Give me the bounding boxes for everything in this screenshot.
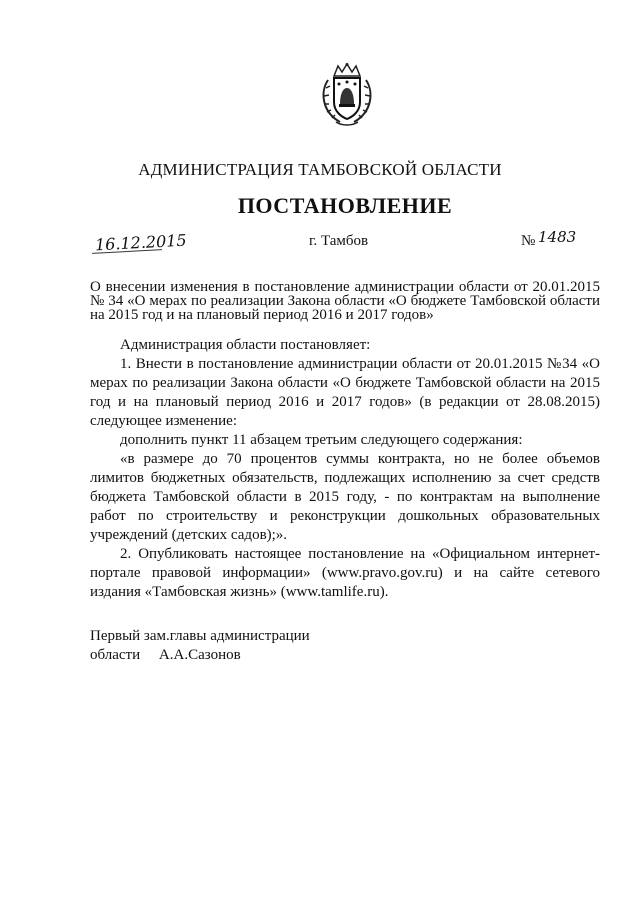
signature-name: А.А.Сазонов	[158, 647, 241, 663]
document-type-title: ПОСТАНОВЛЕНИЕ	[237, 193, 453, 218]
signature-position-line-2: области	[90, 647, 141, 663]
body-item-1-quote: «в размере до 70 процентов суммы контракта, но не более объемов лимитов бюджетных обязательств, подлежащих исполнению за счет средств бюджета Тамбовской области в 2015 году, - по контрактам на выполнение работ по строительству и реконструкции дошкольных образовательных учреждений (детских садов);».	[90, 451, 600, 543]
document-number-label: №	[521, 233, 536, 249]
signature-position-line-1: Первый зам.главы администрации	[90, 628, 310, 644]
signature-block	[90, 627, 310, 665]
signature-line-2	[90, 646, 310, 665]
document-date: 16.12.2015	[94, 230, 188, 255]
document-number: 1483	[538, 228, 577, 246]
body-item-1-detail: дополнить пункт 11 абзацем третьим следующего содержания:	[120, 432, 523, 448]
document-subject: О внесении изменения в постановление администрации области от 20.01.2015 № 34 «О мерах по реализации Закона области «О бюджете Тамбовской области на 2015 год и на плановый период 2016 и 2017 годов»	[90, 279, 600, 323]
coat-of-arms-icon	[318, 62, 376, 128]
body-item-2: 2. Опубликовать настоящее постановление на «Официальном интернет-портале правовой информации» (www.pravo.gov.ru) и на сайте сетевого издания «Тамбовская жизнь» (www.tamlife.ru).	[90, 546, 600, 600]
document-body	[90, 336, 600, 602]
body-item-1: 1. Внести в постановление администрации области от 20.01.2015 №34 «О мерах по реализации Закона области «О бюджете Тамбовской области на 2015 год и на плановый период 2016 и 2017 годов» (в редакции от 28.08.2015) следующее изменение:	[90, 356, 600, 429]
body-intro: Администрация области постановляет:	[120, 337, 371, 353]
organization-title: АДМИНИСТРАЦИЯ ТАМБОВСКОЙ ОБЛАСТИ	[138, 160, 502, 179]
document-city: г. Тамбов	[309, 233, 369, 249]
